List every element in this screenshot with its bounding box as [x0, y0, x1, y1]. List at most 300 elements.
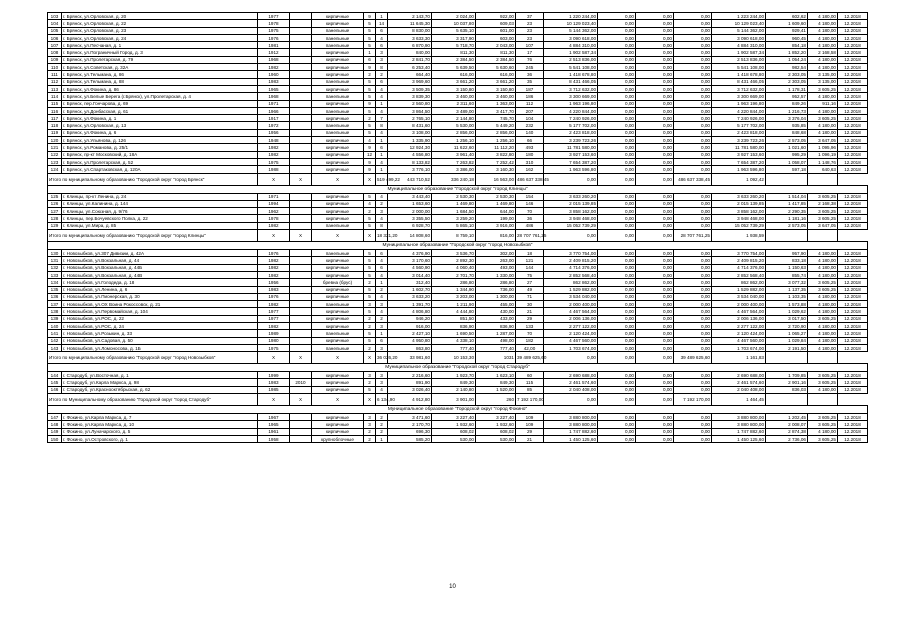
table-cell: 2 120 424,00 — [712, 330, 766, 337]
total-cell: 519 499,22 — [376, 173, 388, 185]
table-cell: 3 160,30 — [476, 166, 516, 173]
table-cell: 0,00 — [598, 379, 636, 386]
table-cell: 946,20 — [388, 315, 432, 322]
table-cell: 5 — [364, 107, 376, 114]
table-cell: 109 — [48, 56, 62, 63]
table-cell: 5 530,00 — [432, 122, 476, 129]
table-cell: 0,00 — [674, 421, 712, 428]
table-cell: 3 150,80 — [476, 85, 516, 92]
table-cell: 1 211,90 — [432, 301, 476, 308]
table-cell: 2 144,80 — [432, 115, 476, 122]
table-row — [48, 293, 868, 300]
table-cell: 132 — [48, 264, 62, 271]
table-cell: 736,00 — [476, 286, 516, 293]
table-cell: 5 144 362,00 — [544, 27, 598, 34]
table-cell: 0,00 — [636, 344, 674, 351]
table-cell: кирпичные — [312, 85, 364, 92]
table-cell — [290, 293, 312, 300]
table-cell: 186 — [516, 93, 544, 100]
table-cell: 1 216,73 — [766, 107, 808, 114]
table-cell: 0,00 — [598, 107, 636, 114]
table-cell: 1976 — [258, 34, 290, 41]
table-cell: 12.2018 — [838, 308, 868, 315]
table-cell: 3 647,05 — [808, 137, 838, 144]
table-cell: 9 — [364, 100, 376, 107]
table-cell: 10 129 023,40 — [712, 20, 766, 27]
table-cell: кирпичные — [312, 144, 364, 151]
table-cell: 0,00 — [674, 414, 712, 421]
table-cell: 2 384,50 — [476, 56, 516, 63]
table-cell: 2 006 136,00 — [544, 315, 598, 322]
table-cell: 71 — [516, 293, 544, 300]
table-cell: 0,00 — [636, 27, 674, 34]
table-cell: кирпичные — [312, 64, 364, 71]
table-cell: 1 181,16 — [766, 215, 808, 222]
table-cell: 1 709,85 — [766, 372, 808, 379]
table-cell: 2 423 818,00 — [712, 129, 766, 136]
table-cell: 4 180,00 — [808, 330, 838, 337]
table-cell: 0,00 — [674, 279, 712, 286]
table-cell: 4 180,00 — [808, 129, 838, 136]
table-cell: 9 — [364, 166, 376, 173]
table-cell: 0,00 — [636, 330, 674, 337]
table-cell: 1 287,00 — [476, 330, 516, 337]
table-cell: 0,00 — [674, 64, 712, 71]
table-cell: 124 — [48, 166, 62, 173]
table-cell: 982,54 — [766, 64, 808, 71]
table-cell: 27 — [516, 279, 544, 286]
total-cell — [808, 352, 838, 364]
table-cell: 286,80 — [432, 279, 476, 286]
table-cell: 5 — [364, 42, 376, 49]
table-cell: 0,00 — [636, 85, 674, 92]
table-cell: г. Брянск, ул.Орловская, д. 22 — [62, 20, 258, 27]
table-row — [48, 100, 868, 107]
table-cell: 125 — [48, 193, 62, 200]
table-cell: 2 423 818,00 — [544, 129, 598, 136]
table-cell: г. Новозыбков, ул.РОС, д. 22 — [62, 315, 258, 322]
table-cell: г. Стародуб, ул.Карла Маркса, д. 98 — [62, 379, 258, 386]
table-cell: 3 489,00 — [432, 107, 476, 114]
table-cell: 302,00 — [476, 250, 516, 257]
table-body — [48, 13, 868, 443]
table-cell: 12.2018 — [838, 379, 868, 386]
table-cell: 0,00 — [674, 330, 712, 337]
total-cell: 14 808,60 — [388, 230, 432, 242]
table-cell: 12.2018 — [838, 71, 868, 78]
table-cell: г. Брянск, ул.Орловская, д. 23 — [62, 27, 258, 34]
table-cell: 4 467 564,00 — [544, 308, 598, 315]
table-cell: 2 856,00 — [476, 129, 516, 136]
table-cell: 2 — [364, 115, 376, 122]
table-cell: 1 363,00 — [476, 100, 516, 107]
table-cell: 862 862,00 — [712, 279, 766, 286]
table-cell: 2010 — [290, 379, 312, 386]
table-cell: 609,03 — [476, 20, 516, 27]
table-cell: 6 — [376, 78, 388, 85]
table-cell: 5 639,50 — [432, 64, 476, 71]
table-row — [48, 257, 868, 264]
table-row — [48, 337, 868, 344]
table-cell: 0,00 — [674, 34, 712, 41]
table-cell: г. Новозыбков, ул.Ленина, д. 6 — [62, 286, 258, 293]
table-cell: г. Новозыбков, ул.Вокзальная, д. 44В — [62, 271, 258, 278]
table-cell: 2 277 122,00 — [712, 322, 766, 329]
table-cell: кирпичные — [312, 414, 364, 421]
table-cell: 4 — [376, 34, 388, 41]
total-cell: X — [290, 352, 312, 364]
table-cell: 5 541 108,00 — [544, 64, 598, 71]
table-cell: 3 135,00 — [808, 71, 838, 78]
table-cell: 3 460,00 — [432, 93, 476, 100]
total-cell: 260 — [476, 394, 516, 406]
table-row — [48, 151, 868, 158]
table-cell: 139 — [48, 315, 62, 322]
table-cell: 1971 — [258, 193, 290, 200]
table-cell: 0,00 — [674, 372, 712, 379]
table-cell: 0,00 — [636, 115, 674, 122]
table-cell: 2 — [364, 428, 376, 435]
total-cell: X — [290, 173, 312, 185]
table-row — [48, 308, 868, 315]
table-cell — [290, 286, 312, 293]
table-cell: 7 240 926,00 — [712, 115, 766, 122]
table-cell: кирпичные — [312, 322, 364, 329]
table-cell: кирпичные — [312, 264, 364, 271]
table-cell: 602,62 — [766, 13, 808, 20]
table-cell: 154 — [516, 193, 544, 200]
table-cell: 120 — [48, 137, 62, 144]
table-cell: 2 168,38 — [808, 200, 838, 207]
table-cell: 1 469,80 — [432, 200, 476, 207]
table-cell: 108 — [48, 49, 62, 56]
table-cell: 3 633,20 — [388, 293, 432, 300]
table-cell: 3 605,25 — [808, 215, 838, 222]
table-cell: 2 311,60 — [432, 100, 476, 107]
table-cell: 2 427,10 — [388, 330, 432, 337]
table-cell: 935,85 — [766, 122, 808, 129]
table-cell: 5 541 108,00 — [712, 64, 766, 71]
table-cell: 1982 — [258, 144, 290, 151]
table-row — [48, 78, 868, 85]
table-cell: 11 645,30 — [388, 20, 432, 27]
total-cell: X — [258, 173, 290, 185]
table-cell — [290, 13, 312, 20]
table-cell: 3 227,40 — [432, 414, 476, 421]
total-cell: X — [258, 230, 290, 242]
table-cell: 3 770 754,00 — [544, 250, 598, 257]
total-cell: 443 710,52 — [388, 173, 432, 185]
table-cell: 1 469,80 — [476, 200, 516, 207]
table-cell: 0,00 — [636, 20, 674, 27]
table-cell: 530,00 — [476, 435, 516, 442]
table-cell: 115 — [48, 100, 62, 107]
table-cell: 0,00 — [598, 42, 636, 49]
table-cell: 10 129 023,40 — [544, 20, 598, 27]
table-cell: 0,00 — [674, 27, 712, 34]
table-cell: кирпичные — [312, 308, 364, 315]
table-cell: 1 520,00 — [476, 386, 516, 393]
table-cell: 4 — [376, 308, 388, 315]
table-cell: 8 431 466,05 — [544, 78, 598, 85]
table-cell — [290, 344, 312, 351]
table-cell: 4 180,00 — [808, 322, 838, 329]
table-cell: 1 202,45 — [766, 414, 808, 421]
table-cell: 118 — [48, 122, 62, 129]
table-cell — [290, 208, 312, 215]
table-cell: 2 120 424,00 — [544, 330, 598, 337]
table-cell: 601,00 — [476, 27, 516, 34]
table-cell: 5 — [364, 129, 376, 136]
table-cell: 0,00 — [674, 315, 712, 322]
table-cell: кирпичные — [312, 13, 364, 20]
table-cell: 76 — [516, 56, 544, 63]
table-cell: 60 — [516, 372, 544, 379]
table-cell — [290, 122, 312, 129]
table-cell: 12.2018 — [838, 428, 868, 435]
table-cell: 3 017,50 — [766, 315, 808, 322]
table-cell: 1968 — [258, 93, 290, 100]
table-cell: 0,00 — [598, 250, 636, 257]
table-row — [48, 27, 868, 34]
table-cell: 12.2018 — [838, 78, 868, 85]
total-cell: X — [312, 173, 364, 185]
table-cell: кирпичные — [312, 315, 364, 322]
table-cell: 113 — [48, 85, 62, 92]
table-cell: 0,00 — [636, 78, 674, 85]
table-cell: 952,57 — [766, 93, 808, 100]
table-cell: 3 633,30 — [388, 34, 432, 41]
table-cell: 4 — [376, 85, 388, 92]
table-cell: панельные — [312, 27, 364, 34]
table-cell: 3 203,00 — [432, 293, 476, 300]
table-cell: 12.2018 — [838, 200, 868, 207]
table-cell: кирпичные — [312, 158, 364, 165]
table-cell: 42,00 — [516, 344, 544, 351]
table-cell: 911,16 — [808, 100, 838, 107]
table-cell: 3 077,32 — [766, 279, 808, 286]
total-cell: 1 464,45 — [712, 394, 766, 406]
table-cell: 6 — [376, 144, 388, 151]
table-row — [48, 301, 868, 308]
table-cell: 603,00 — [476, 34, 516, 41]
table-cell: 180 — [516, 151, 544, 158]
table-cell: 4 — [376, 193, 388, 200]
table-cell: кирпичные — [312, 151, 364, 158]
table-row — [48, 379, 868, 386]
total-cell: X — [364, 394, 376, 406]
table-cell: 2 901,16 — [766, 379, 808, 386]
table-cell: 929,41 — [766, 27, 808, 34]
total-cell: 39 489 625,60 — [674, 352, 712, 364]
table-cell: г. Стародуб, ул.Восточная, д. 1 — [62, 372, 258, 379]
table-cell: 5 — [364, 20, 376, 27]
table-cell: 0,00 — [598, 215, 636, 222]
table-cell: 18 — [516, 250, 544, 257]
table-cell: 0,00 — [674, 13, 712, 20]
table-cell: г. Фокино, ул.Островского, д. 1 — [62, 435, 258, 442]
table-cell: 3 534 040,00 — [544, 293, 598, 300]
table-cell: 11 781 580,00 — [544, 144, 598, 151]
table-cell: 1989 — [258, 330, 290, 337]
table-cell: 1 573,88 — [766, 301, 808, 308]
table-cell: 126 — [48, 200, 62, 207]
table-cell: 4 180,00 — [808, 64, 838, 71]
table-cell: 12.2018 — [838, 85, 868, 92]
total-label: Итого по Муниципальному образованию "Городской округ "город Стародуб" — [48, 394, 258, 406]
table-cell: 1982 — [258, 271, 290, 278]
table-cell: 6 253,40 — [388, 64, 432, 71]
table-cell: 1 418 678,80 — [544, 71, 598, 78]
total-cell: X — [364, 230, 376, 242]
table-cell: 2 874,38 — [766, 428, 808, 435]
table-cell: г. Новозыбков, ул.Садовая, д. 50 — [62, 337, 258, 344]
table-cell: 0,00 — [674, 379, 712, 386]
total-row — [48, 230, 868, 242]
table-cell: 1 902 587,34 — [712, 49, 766, 56]
table-cell: 0,00 — [598, 344, 636, 351]
table-cell: 12.2018 — [838, 264, 868, 271]
table-cell: кирпичные — [312, 293, 364, 300]
table-cell: 310 — [516, 158, 544, 165]
table-cell: 12.2018 — [838, 372, 868, 379]
table-cell: 1978 — [258, 215, 290, 222]
table-cell: 0,00 — [674, 42, 712, 49]
table-cell: 1975 — [258, 344, 290, 351]
table-cell: 133 — [516, 322, 544, 329]
table-cell: 1 923,70 — [432, 372, 476, 379]
table-cell: 12.2018 — [838, 301, 868, 308]
table-cell: 0,00 — [636, 200, 674, 207]
table-cell: 142 — [48, 337, 62, 344]
table-cell: 4 — [364, 200, 376, 207]
table-cell: 597,18 — [766, 166, 808, 173]
table-cell: 1977 — [258, 13, 290, 20]
table-cell — [290, 428, 312, 435]
table-cell: 4 180,00 — [808, 264, 838, 271]
table-row — [48, 158, 868, 165]
table-cell: 0,00 — [674, 93, 712, 100]
table-cell: 1 148,76 — [808, 158, 838, 165]
total-cell: X — [290, 394, 312, 406]
table-cell: 2 170,70 — [388, 421, 432, 428]
table-cell: 1 — [376, 137, 388, 144]
table-cell: г. Брянск, ул.Пограничный Город, д. 3 — [62, 49, 258, 56]
table-cell: 131 — [48, 257, 62, 264]
table-cell: 2 409 815,20 — [544, 257, 598, 264]
table-cell: 12.2018 — [838, 193, 868, 200]
table-cell: 145 — [48, 379, 62, 386]
table-cell: 0,00 — [598, 115, 636, 122]
table-cell: 4 — [376, 293, 388, 300]
table-cell — [290, 71, 312, 78]
table-cell: 2 720,90 — [766, 322, 808, 329]
table-cell: 4 180,00 — [808, 308, 838, 315]
table-cell: 4 950,80 — [388, 337, 432, 344]
table-cell: 12.2018 — [838, 279, 868, 286]
table-cell: 3 509,35 — [388, 85, 432, 92]
table-cell: 1 256,10 — [432, 137, 476, 144]
table-cell: 1985 — [258, 386, 290, 393]
table-cell: 117 — [48, 115, 62, 122]
table-cell: 2 530,30 — [432, 193, 476, 200]
table-cell: 3 880 800,00 — [544, 421, 598, 428]
table-cell — [290, 271, 312, 278]
table-row — [48, 330, 868, 337]
table-cell: 12.2018 — [838, 151, 868, 158]
table-cell: 4 180,00 — [808, 13, 838, 20]
table-cell: 4 467 560,00 — [544, 337, 598, 344]
table-cell: 995,29 — [766, 151, 808, 158]
table-cell: 0,00 — [636, 279, 674, 286]
table-cell: 1977 — [258, 308, 290, 315]
table-cell: г. Клинцы, пр-кт Ленина, д. 24 — [62, 193, 258, 200]
table-cell: 0,00 — [636, 286, 674, 293]
table-cell: г. Брянск, ул.Пролетарская, д. 52 — [62, 158, 258, 165]
table-cell: 9 — [364, 144, 376, 151]
table-cell: 455,00 — [476, 301, 516, 308]
table-cell: 110 — [48, 64, 62, 71]
table-row — [48, 215, 868, 222]
table-cell: 2 852 568,40 — [712, 271, 766, 278]
table-cell: 23 — [516, 34, 544, 41]
table-row — [48, 34, 868, 41]
table-cell: 3 948 468,00 — [712, 215, 766, 222]
table-cell: 1 703 674,00 — [712, 344, 766, 351]
table-cell: 3 605,25 — [808, 379, 838, 386]
table-cell — [290, 20, 312, 27]
table-cell: 3 — [376, 208, 388, 215]
table-cell: кирпичные — [312, 372, 364, 379]
table-cell: 4 — [376, 386, 388, 393]
table-cell: 12.2018 — [838, 166, 868, 173]
table-cell — [290, 264, 312, 271]
table-cell: г. Фокино, ул.Карла Маркса, д. 10 — [62, 421, 258, 428]
table-cell: 3 647,05 — [808, 222, 838, 229]
table-cell: 2 — [364, 208, 376, 215]
table-cell: 3 916,00 — [476, 222, 516, 229]
table-cell — [290, 301, 312, 308]
table-cell: 12.2018 — [838, 27, 868, 34]
table-cell: 3 605,25 — [808, 421, 838, 428]
table-cell: 12.2018 — [838, 286, 868, 293]
table-row — [48, 344, 868, 351]
total-cell: 28 707 761,25 — [516, 230, 544, 242]
table-cell: 1982 — [258, 301, 290, 308]
table-cell: 11 781 580,00 — [712, 144, 766, 151]
table-cell: 4 180,00 — [808, 20, 838, 27]
table-cell: 3 259,20 — [432, 215, 476, 222]
table-cell: 8 830,00 — [388, 27, 432, 34]
table-cell: 109 — [516, 414, 544, 421]
table-cell: 530,00 — [432, 435, 476, 442]
table-cell: 12.2018 — [838, 293, 868, 300]
table-cell — [290, 107, 312, 114]
table-cell: 0,00 — [598, 428, 636, 435]
table-cell: г. Брянск, ул.Советская, д. 32А — [62, 64, 258, 71]
total-cell: 3 901,00 — [432, 394, 476, 406]
table-cell: 0,00 — [674, 215, 712, 222]
table-cell: 4 560,90 — [388, 264, 432, 271]
table-cell: 3 633 260,20 — [544, 193, 598, 200]
table-cell: 3 — [364, 372, 376, 379]
table-cell: 1958 — [258, 435, 290, 442]
table-cell: 6 — [376, 250, 388, 257]
table-cell: 12.2018 — [838, 144, 868, 151]
table-cell: 4 180,00 — [808, 337, 838, 344]
table-cell: 12.2018 — [838, 435, 868, 442]
table-cell: 3 417,70 — [476, 107, 516, 114]
